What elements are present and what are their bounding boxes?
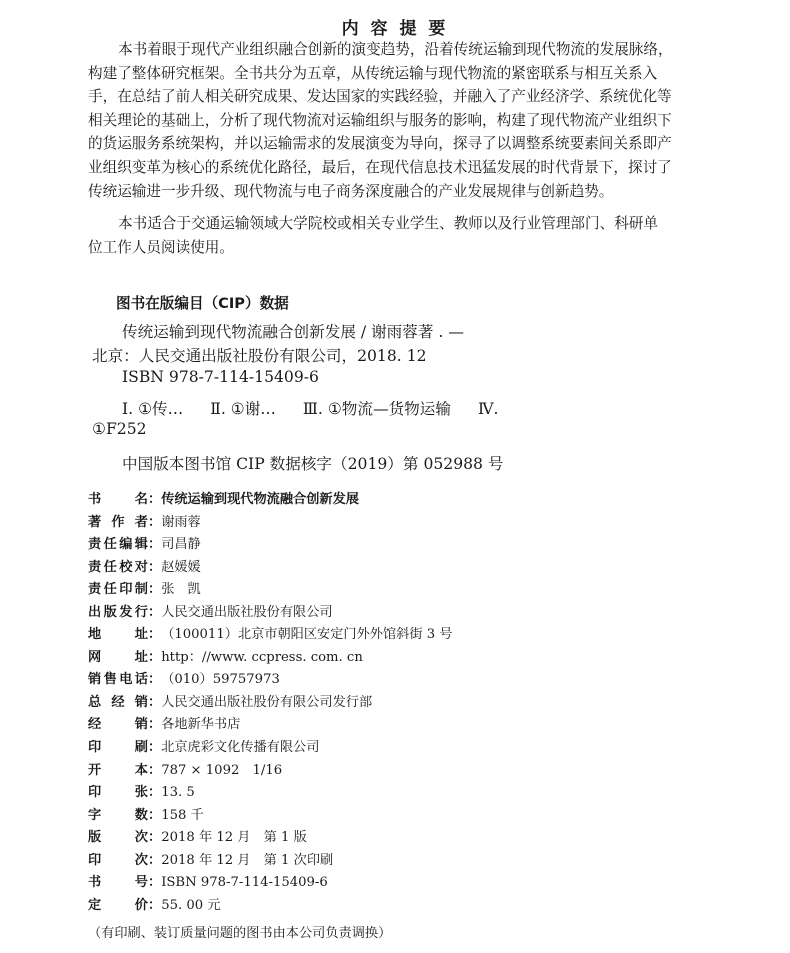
info-value: 北京虎彩文化传播有限公司 [161,740,320,756]
cip-class-item: Ⅲ. ①物流—货物运输 [302,400,451,418]
info-label: 印张 [88,785,148,801]
info-label: 书号 [88,875,148,891]
info-value: 2018 年 12 月 第 1 版 [161,830,307,846]
cip-class-item: Ⅰ. ①传… [122,400,184,418]
info-value: 赵媛媛 [161,559,201,575]
summary-line: 相关理论的基础上，分析了现代物流对运输组织与服务的影响，构建了现代物流产业组织下 [88,111,672,129]
info-value: 传统运输到现代物流融合创新发展 [161,492,359,507]
summary-line: 传统运输进一步升级、现代物流与电子商务深度融合的产业发展规律与创新趋势。 [88,182,614,200]
summary-line: 的货运服务系统架构，并以运输需求的发展演变为导向，探寻了以调整系统要素间关系即产 [88,135,672,153]
info-label: 著作者 [88,514,148,530]
info-row-proofreader: 责任校对 ： 赵媛媛 [88,557,738,580]
summary-title: 内 容 提 要 [341,19,449,39]
info-label: 印刷 [88,740,148,756]
info-value: 司昌静 [161,537,201,553]
info-label: 字数 [88,807,148,823]
info-value: 张 凯 [161,582,201,598]
info-value: ISBN 978-7-114-15409-6 [161,875,328,891]
cip-publisher-line: 北京：人民交通出版社股份有限公司，2018. 12 [92,347,427,365]
info-row-phone: 销售电话 ： （010）59757973 [88,669,738,692]
info-label: 经销 [88,717,148,733]
info-row-format: 开本 ： 787 × 1092 1/16 [88,760,738,783]
cip-isbn-line: ISBN 978-7-114-15409-6 [122,368,319,386]
info-label: 总经销 [88,694,148,710]
info-value: 人民交通出版社股份有限公司发行部 [161,694,373,710]
info-value: 158 千 [161,807,204,823]
info-value: 谢雨蓉 [161,514,201,530]
cip-classification-line [122,397,498,419]
cip-classification-continued: ①F252 [92,420,147,438]
info-row-author: 著作者 ： 谢雨蓉 [88,512,738,535]
info-value: （010）59757973 [161,672,280,688]
info-value: 各地新华书店 [161,717,241,733]
info-row-print-manager: 责任印制 ： 张 凯 [88,579,738,602]
info-label: 书名 [88,492,148,507]
summary-line: 位工作人员阅读使用。 [88,238,234,256]
cip-class-item: Ⅳ. [477,400,499,418]
summary-line: 业组织变革为核心的系统优化路径，最后，在现代信息技术迅猛发展的时代背景下，探讨了 [88,158,672,176]
info-value: 2018 年 12 月 第 1 次印刷 [161,852,334,868]
info-row-word-count: 字数 ： 158 千 [88,805,738,828]
summary-line: 本书着眼于现代产业组织融合创新的演变趋势，沿着传统运输到现代物流的发展脉络， [118,41,673,58]
info-row-title: 书名 ： 传统运输到现代物流融合创新发展 [88,489,738,512]
info-row-publisher: 出版发行 ： 人民交通出版社股份有限公司 [88,602,738,625]
info-row-retailer: 经销 ： 各地新华书店 [88,714,738,737]
publication-info-list [88,489,738,917]
info-row-printer: 印刷 ： 北京虎彩文化传播有限公司 [88,737,738,760]
info-row-editor: 责任编辑 ： 司昌静 [88,534,738,557]
info-label: 印次 [88,852,148,868]
info-row-edition: 版次 ： 2018 年 12 月 第 1 版 [88,827,738,850]
cip-title-line: 传统运输到现代物流融合创新发展 / 谢雨蓉著 . — [122,323,464,341]
info-value: 13. 5 [161,785,195,801]
summary-paragraph-1 [88,38,708,203]
info-row-website: 网址 ： http：//www. ccpress. com. cn [88,647,738,670]
cip-class-item: Ⅱ. ①谢… [210,400,276,418]
info-row-price: 定价 ： 55. 00 元 [88,895,738,918]
info-row-address: 地址 ： （100011）北京市朝阳区安定门外外馆斜街 3 号 [88,624,738,647]
info-label: 版次 [88,830,148,846]
info-label: 网址 [88,649,148,665]
summary-line: 手，在总结了前人相关研究成果、发达国家的实践经验，并融入了产业经济学、系统优化等 [88,88,672,106]
info-label: 地址 [88,627,148,643]
info-label: 出版发行 [88,604,148,620]
summary-paragraph-2 [88,212,708,259]
info-label: 销售电话 [88,672,148,688]
info-row-sheets: 印张 ： 13. 5 [88,782,738,805]
summary-line: 本书适合于交通运输领域大学院校或相关专业学生、教师以及行业管理部门、科研单 [118,215,658,232]
info-row-printing: 印次 ： 2018 年 12 月 第 1 次印刷 [88,850,738,873]
summary-line: 构建了整体研究框架。全书共分为五章，从传统运输与现代物流的紧密联系与相互关系入 [88,64,658,82]
info-label: 定价 [88,897,148,913]
info-value: 人民交通出版社股份有限公司 [161,604,333,620]
info-label: 责任编辑 [88,537,148,553]
info-label: 责任校对 [88,559,148,575]
info-row-distributor: 总经销 ： 人民交通出版社股份有限公司发行部 [88,692,738,715]
info-value: http：//www. ccpress. com. cn [161,649,363,665]
info-label: 责任印制 [88,582,148,598]
info-value: 787 × 1092 1/16 [161,762,283,778]
info-label: 开本 [88,762,148,778]
quality-footnote: （有印刷、装订质量问题的图书由本公司负责调换） [88,926,392,941]
cip-heading: 图书在版编目（CIP）数据 [116,295,289,312]
info-value: （100011）北京市朝阳区安定门外外馆斜街 3 号 [161,627,453,643]
cip-record-line: 中国版本图书馆 CIP 数据核字（2019）第 052988 号 [122,455,504,473]
info-value: 55. 00 元 [161,897,221,913]
info-row-isbn: 书号 ： ISBN 978-7-114-15409-6 [88,872,738,895]
